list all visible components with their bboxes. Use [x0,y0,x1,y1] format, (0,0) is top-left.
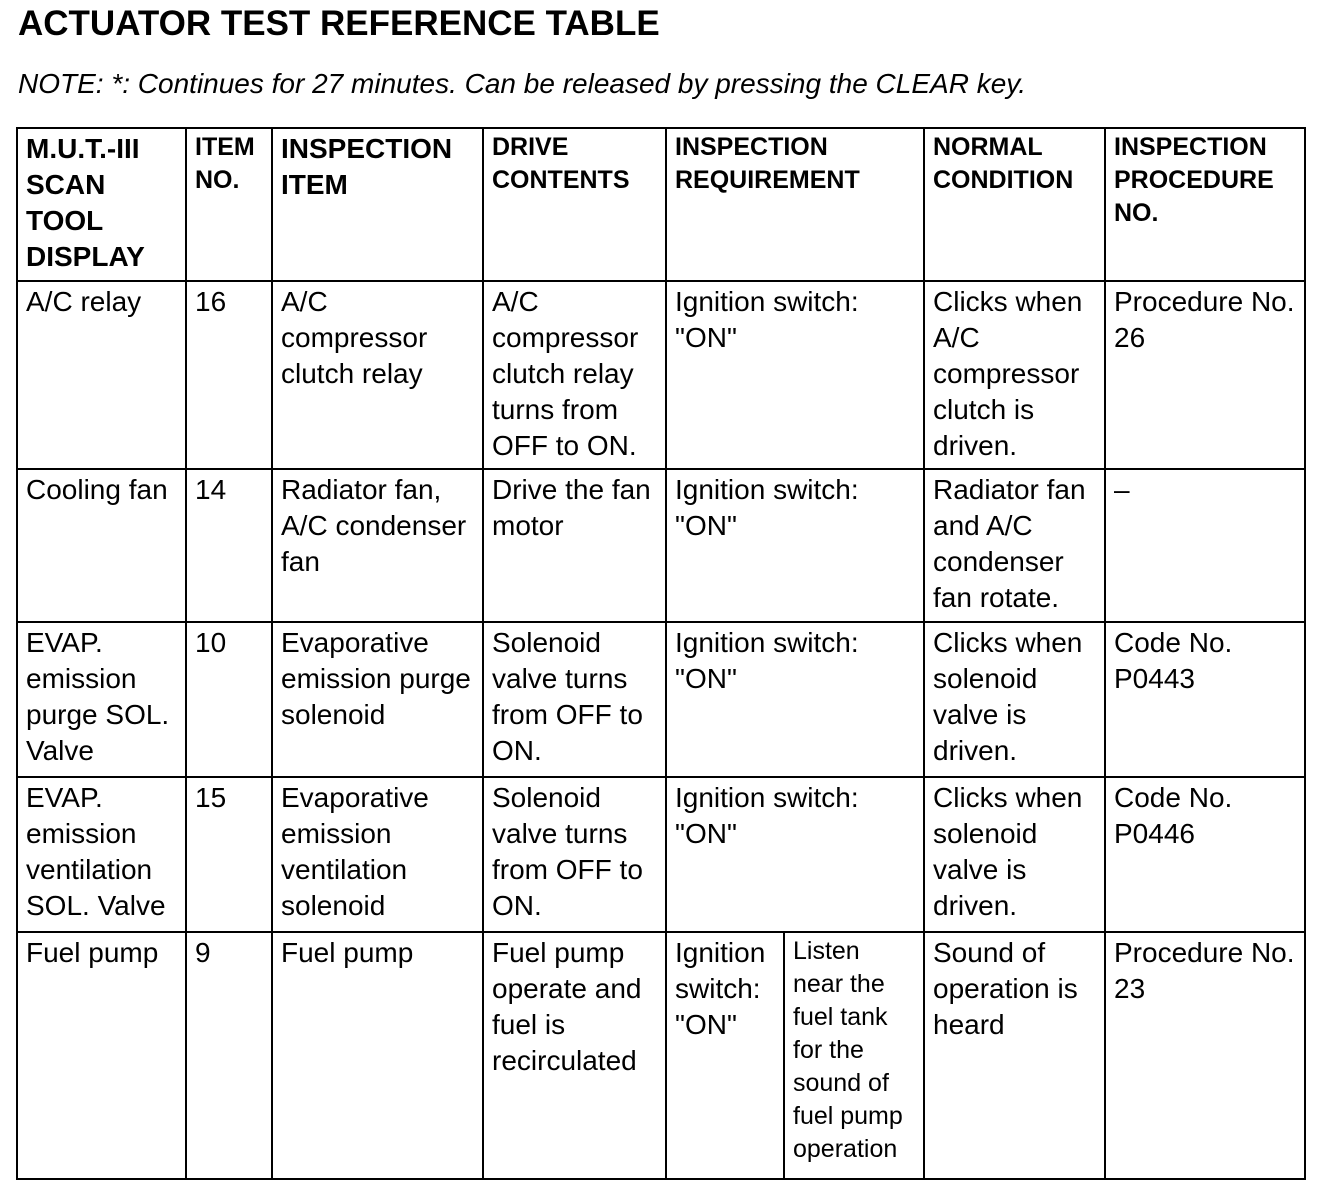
header-procedure-no: INSPECTION PROCEDURE NO. [1105,128,1305,281]
cell-procedure-no: Procedure No. 26 [1105,281,1305,469]
table-header-row [17,128,1305,281]
cell-drive-contents: Solenoid valve turns from OFF to ON. [483,622,666,777]
split-wrapper [667,933,923,1178]
cell-display: EVAP. emission purge SOL. Valve [17,622,186,777]
cell-inspection-item: Evaporative emission ventilation solenoid [272,777,483,932]
cell-inspection-requirement: Ignition switch: "ON" [666,622,924,777]
cell-normal-condition: Clicks when solenoid valve is driven. [924,777,1105,932]
cell-display: Cooling fan [17,469,186,622]
cell-display: Fuel pump [17,932,186,1179]
cell-item-no: 10 [186,622,272,777]
cell-procedure-no: Procedure No. 23 [1105,932,1305,1179]
cell-display: A/C relay [17,281,186,469]
table-row [17,469,1305,622]
cell-inspection-requirement: Ignition switch: "ON" [666,469,924,622]
cell-item-no: 9 [186,932,272,1179]
cell-inspection-item: Evaporative emission purge solenoid [272,622,483,777]
cell-procedure-no: – [1105,469,1305,622]
header-inspection-item: INSPECTION ITEM [272,128,483,281]
table-row [17,777,1305,932]
cell-inspection-requirement: Ignition switch: "ON" [666,777,924,932]
cell-inspection-requirement: Ignition switch: "ON" [667,933,785,1178]
cell-inspection-requirement: Ignition switch: "ON" [666,281,924,469]
cell-inspection-item: A/C compressor clutch relay [272,281,483,469]
cell-display: EVAP. emission ventilation SOL. Valve [17,777,186,932]
cell-drive-contents: Fuel pump operate and fuel is recirculated [483,932,666,1179]
cell-inspection-requirement-split [666,932,924,1179]
actuator-test-table [16,127,1306,1180]
page-title: ACTUATOR TEST REFERENCE TABLE [18,4,660,43]
cell-inspection-item: Fuel pump [272,932,483,1179]
table-row [17,622,1305,777]
cell-item-no: 14 [186,469,272,622]
note-text: NOTE: *: Continues for 27 minutes. Can be released by pressing the CLEAR key. [18,68,1026,99]
cell-drive-contents: A/C compressor clutch relay turns from OFF to ON. [483,281,666,469]
header-inspection-requirement: INSPECTION REQUIREMENT [666,128,924,281]
table-row [17,932,1305,1179]
cell-item-no: 15 [186,777,272,932]
header-drive-contents: DRIVE CONTENTS [483,128,666,281]
cell-procedure-no: Code No. P0446 [1105,777,1305,932]
header-normal-condition: NORMAL CONDITION [924,128,1105,281]
table-row [17,281,1305,469]
cell-normal-condition: Clicks when A/C compressor clutch is driven. [924,281,1105,469]
cell-normal-condition: Clicks when solenoid valve is driven. [924,622,1105,777]
cell-item-no: 16 [186,281,272,469]
cell-drive-contents: Drive the fan motor [483,469,666,622]
cell-normal-condition: Radiator fan and A/C condenser fan rotate. [924,469,1105,622]
header-display: M.U.T.-III SCAN TOOL DISPLAY [17,128,186,281]
cell-procedure-no: Code No. P0443 [1105,622,1305,777]
cell-normal-condition: Sound of operation is heard [924,932,1105,1179]
cell-inspection-requirement-extra: Listen near the fuel tank for the sound of fuel pump operation [793,937,903,1163]
cell-inspection-item: Radiator fan, A/C condenser fan [272,469,483,622]
header-item-no: ITEM NO. [186,128,272,281]
cell-drive-contents: Solenoid valve turns from OFF to ON. [483,777,666,932]
